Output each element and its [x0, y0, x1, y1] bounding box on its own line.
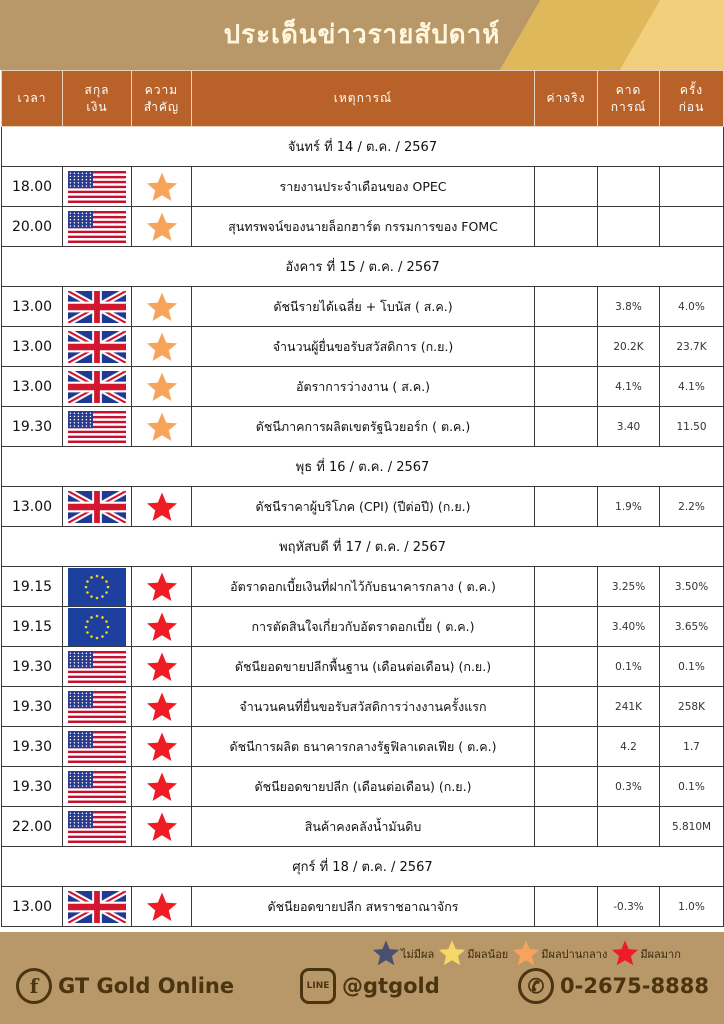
event-time: 19.30 — [2, 407, 63, 447]
facebook-name: GT Gold Online — [58, 974, 235, 998]
red-star-icon — [146, 691, 178, 723]
red-star-icon — [146, 491, 178, 523]
day-row — [2, 447, 724, 487]
legend-star-icon — [611, 939, 639, 970]
previous-value: 258K — [660, 687, 724, 727]
facebook-contact[interactable] — [16, 966, 234, 1006]
actual-value — [535, 567, 598, 607]
actual-value — [535, 807, 598, 847]
page-title: ประเด็นข่าวรายสัปดาห์ — [223, 20, 501, 50]
line-contact[interactable] — [300, 966, 440, 1006]
legend-star-icon — [438, 939, 466, 970]
actual-value — [535, 287, 598, 327]
actual-value — [535, 487, 598, 527]
currency-flag-cell — [63, 567, 132, 607]
importance-cell — [132, 287, 192, 327]
forecast-value: 4.2 — [598, 727, 660, 767]
economic-calendar-table — [1, 70, 724, 927]
currency-flag-cell — [63, 687, 132, 727]
event-name: รายงานประจำเดือนของ OPEC — [192, 167, 535, 207]
event-time: 19.30 — [2, 687, 63, 727]
currency-flag-cell — [63, 287, 132, 327]
orange-star-icon — [146, 291, 178, 323]
forecast-value: -0.3% — [598, 887, 660, 927]
event-name: ดัชนีรายได้เฉลี่ย + โบนัส ( ส.ค.) — [192, 287, 535, 327]
orange-star-icon — [146, 331, 178, 363]
event-row — [2, 167, 724, 207]
previous-value: 5.810M — [660, 807, 724, 847]
red-star-icon — [146, 811, 178, 843]
day-label: พุธ ที่ 16 / ต.ค. / 2567 — [2, 447, 724, 487]
column-header-forecast: คาด การณ์ — [598, 71, 660, 127]
day-label: พฤหัสบดี ที่ 17 / ต.ค. / 2567 — [2, 527, 724, 567]
event-time: 13.00 — [2, 367, 63, 407]
legend-label: ไม่มีผล — [401, 948, 435, 961]
legend-star-icon — [512, 939, 540, 970]
us-flag-icon — [68, 691, 126, 723]
previous-value: 0.1% — [660, 647, 724, 687]
orange-star-icon — [146, 171, 178, 203]
importance-cell — [132, 367, 192, 407]
event-row — [2, 727, 724, 767]
event-row — [2, 647, 724, 687]
importance-cell — [132, 687, 192, 727]
currency-flag-cell — [63, 767, 132, 807]
importance-cell — [132, 887, 192, 927]
event-row — [2, 807, 724, 847]
red-star-icon — [146, 611, 178, 643]
actual-value — [535, 367, 598, 407]
event-time: 22.00 — [2, 807, 63, 847]
facebook-icon: f — [16, 968, 52, 1004]
importance-cell — [132, 647, 192, 687]
forecast-value: 3.40% — [598, 607, 660, 647]
event-row — [2, 207, 724, 247]
phone-number: 0-2675-8888 — [560, 974, 709, 998]
currency-flag-cell — [63, 207, 132, 247]
previous-value: 4.0% — [660, 287, 724, 327]
us-flag-icon — [68, 811, 126, 843]
event-name: ดัชนียอดขายปลีก สหราชอาณาจักร — [192, 887, 535, 927]
us-flag-icon — [68, 731, 126, 763]
event-name: การตัดสินใจเกี่ยวกับอัตราดอกเบี้ย ( ต.ค.) — [192, 607, 535, 647]
column-header-event: เหตุการณ์ — [192, 71, 535, 127]
event-row — [2, 487, 724, 527]
event-row — [2, 567, 724, 607]
us-flag-icon — [68, 411, 126, 443]
event-time: 19.15 — [2, 607, 63, 647]
previous-value: 0.1% — [660, 767, 724, 807]
event-name: จำนวนคนที่ยื่นขอรับสวัสดิการว่างงานครั้งแรก — [192, 687, 535, 727]
event-time: 13.00 — [2, 887, 63, 927]
legend-star-icon — [372, 939, 400, 970]
previous-value: 1.7 — [660, 727, 724, 767]
orange-star-icon — [146, 411, 178, 443]
previous-value — [660, 167, 724, 207]
currency-flag-cell — [63, 887, 132, 927]
legend-label: มีผลปานกลาง — [541, 948, 608, 961]
event-time: 18.00 — [2, 167, 63, 207]
event-name: อัตราดอกเบี้ยเงินที่ฝากไว้กับธนาคารกลาง ( ต.ค.) — [192, 567, 535, 607]
importance-cell — [132, 607, 192, 647]
event-row — [2, 327, 724, 367]
currency-flag-cell — [63, 607, 132, 647]
event-row — [2, 407, 724, 447]
legend-label: มีผลน้อย — [467, 948, 509, 961]
previous-value: 3.65% — [660, 607, 724, 647]
previous-value: 2.2% — [660, 487, 724, 527]
us-flag-icon — [68, 171, 126, 203]
event-name: ดัชนีการผลิต ธนาคารกลางรัฐฟิลาเดลเฟีย ( ต.ค.) — [192, 727, 535, 767]
actual-value — [535, 207, 598, 247]
uk-flag-icon — [68, 491, 126, 523]
day-row — [2, 127, 724, 167]
event-time: 19.30 — [2, 767, 63, 807]
legend-item — [611, 939, 681, 970]
actual-value — [535, 647, 598, 687]
us-flag-icon — [68, 651, 126, 683]
legend-item — [512, 939, 607, 970]
column-header-importance: ความ สำคัญ — [132, 71, 192, 127]
day-label: อังคาร ที่ 15 / ต.ค. / 2567 — [2, 247, 724, 287]
day-row — [2, 247, 724, 287]
importance-cell — [132, 807, 192, 847]
forecast-value: 3.8% — [598, 287, 660, 327]
event-time: 13.00 — [2, 287, 63, 327]
event-row — [2, 287, 724, 327]
uk-flag-icon — [68, 291, 126, 323]
actual-value — [535, 167, 598, 207]
importance-legend — [372, 940, 685, 968]
actual-value — [535, 327, 598, 367]
event-row — [2, 687, 724, 727]
actual-value — [535, 887, 598, 927]
importance-cell — [132, 567, 192, 607]
phone-icon: ✆ — [518, 968, 554, 1004]
event-name: สุนทรพจน์ของนายล็อกฮาร์ต กรรมการของ FOMC — [192, 207, 535, 247]
event-row — [2, 767, 724, 807]
forecast-value: 0.3% — [598, 767, 660, 807]
importance-cell — [132, 407, 192, 447]
importance-cell — [132, 167, 192, 207]
previous-value: 11.50 — [660, 407, 724, 447]
forecast-value: 241K — [598, 687, 660, 727]
currency-flag-cell — [63, 407, 132, 447]
importance-cell — [132, 767, 192, 807]
event-time: 20.00 — [2, 207, 63, 247]
red-star-icon — [146, 651, 178, 683]
day-label: ศุกร์ ที่ 18 / ต.ค. / 2567 — [2, 847, 724, 887]
event-time: 13.00 — [2, 487, 63, 527]
table-header-row — [2, 71, 724, 127]
uk-flag-icon — [68, 331, 126, 363]
actual-value — [535, 687, 598, 727]
event-name: ดัชนียอดขายปลีก (เดือนต่อเดือน) (ก.ย.) — [192, 767, 535, 807]
day-row — [2, 527, 724, 567]
currency-flag-cell — [63, 367, 132, 407]
currency-flag-cell — [63, 647, 132, 687]
red-star-icon — [146, 731, 178, 763]
importance-cell — [132, 727, 192, 767]
uk-flag-icon — [68, 891, 126, 923]
actual-value — [535, 407, 598, 447]
forecast-value — [598, 807, 660, 847]
forecast-value — [598, 167, 660, 207]
forecast-value: 3.25% — [598, 567, 660, 607]
currency-flag-cell — [63, 487, 132, 527]
currency-flag-cell — [63, 327, 132, 367]
previous-value: 1.0% — [660, 887, 724, 927]
event-time: 13.00 — [2, 327, 63, 367]
red-star-icon — [146, 771, 178, 803]
actual-value — [535, 727, 598, 767]
column-header-currency: สกุล เงิน — [63, 71, 132, 127]
actual-value — [535, 607, 598, 647]
forecast-value: 1.9% — [598, 487, 660, 527]
line-id: @gtgold — [342, 974, 440, 998]
column-header-previous: ครั้ง ก่อน — [660, 71, 724, 127]
eu-flag-icon — [68, 568, 126, 606]
event-name: อัตราการว่างงาน ( ส.ค.) — [192, 367, 535, 407]
event-time: 19.30 — [2, 647, 63, 687]
forecast-value: 4.1% — [598, 367, 660, 407]
previous-value — [660, 207, 724, 247]
phone-contact[interactable] — [518, 966, 709, 1006]
legend-label: มีผลมาก — [640, 948, 681, 961]
previous-value: 4.1% — [660, 367, 724, 407]
event-time: 19.15 — [2, 567, 63, 607]
day-label: จันทร์ ที่ 14 / ต.ค. / 2567 — [2, 127, 724, 167]
day-row — [2, 847, 724, 887]
us-flag-icon — [68, 771, 126, 803]
actual-value — [535, 767, 598, 807]
uk-flag-icon — [68, 371, 126, 403]
column-header-actual: ค่าจริง — [535, 71, 598, 127]
event-row — [2, 367, 724, 407]
event-name: จำนวนผู้ยื่นขอรับสวัสดิการ (ก.ย.) — [192, 327, 535, 367]
us-flag-icon — [68, 211, 126, 243]
event-row — [2, 887, 724, 927]
orange-star-icon — [146, 211, 178, 243]
line-icon: LINE — [300, 968, 336, 1004]
event-name: ดัชนีราคาผู้บริโภค (CPI) (ปีต่อปี) (ก.ย.) — [192, 487, 535, 527]
forecast-value: 20.2K — [598, 327, 660, 367]
orange-star-icon — [146, 371, 178, 403]
forecast-value: 0.1% — [598, 647, 660, 687]
importance-cell — [132, 487, 192, 527]
legend-item — [372, 939, 434, 970]
forecast-value: 3.40 — [598, 407, 660, 447]
importance-cell — [132, 207, 192, 247]
previous-value: 3.50% — [660, 567, 724, 607]
event-name: สินค้าคงคลังน้ำมันดิบ — [192, 807, 535, 847]
currency-flag-cell — [63, 807, 132, 847]
calendar-sheet — [0, 70, 724, 932]
eu-flag-icon — [68, 608, 126, 646]
event-name: ดัชนียอดขายปลีกพื้นฐาน (เดือนต่อเดือน) (ก.ย.) — [192, 647, 535, 687]
currency-flag-cell — [63, 727, 132, 767]
event-row — [2, 607, 724, 647]
event-time: 19.30 — [2, 727, 63, 767]
forecast-value — [598, 207, 660, 247]
header-banner — [0, 0, 724, 70]
column-header-time: เวลา — [2, 71, 63, 127]
event-name: ดัชนีภาคการผลิตเขตรัฐนิวยอร์ก ( ต.ค.) — [192, 407, 535, 447]
importance-cell — [132, 327, 192, 367]
currency-flag-cell — [63, 167, 132, 207]
legend-item — [438, 939, 508, 970]
previous-value: 23.7K — [660, 327, 724, 367]
red-star-icon — [146, 571, 178, 603]
red-star-icon — [146, 891, 178, 923]
